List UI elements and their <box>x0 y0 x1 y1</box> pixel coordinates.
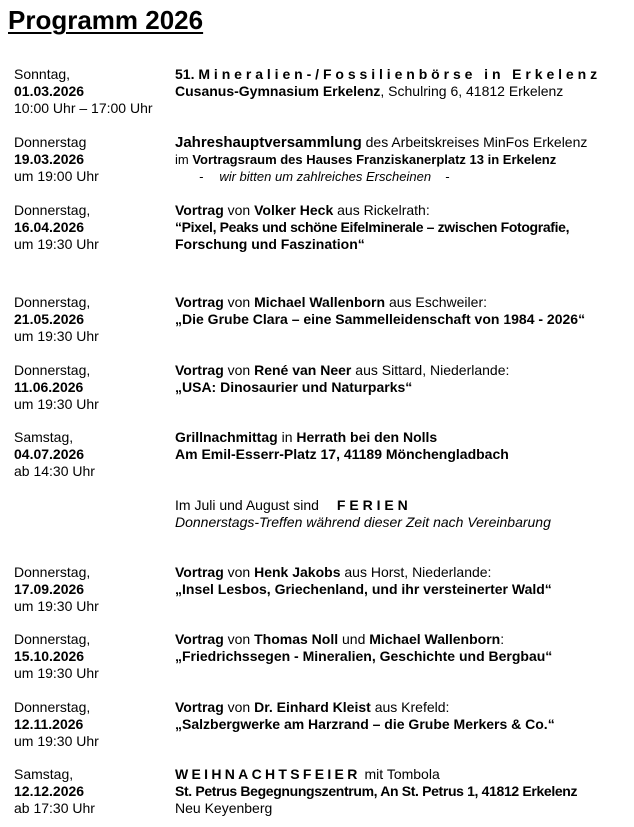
event-topic: „USA: Dinosaurier und Naturparks“ <box>175 379 413 395</box>
event-day: Donnerstag <box>14 134 87 150</box>
event-von: von <box>223 202 255 218</box>
event-topic-cont: Forschung und Faszination“ <box>175 236 365 252</box>
event-place-line <box>175 151 625 168</box>
event-name: WEIHNACHTSFEIER <box>175 766 361 782</box>
break-line <box>175 497 625 514</box>
event-time: um 19:30 Uhr <box>14 236 99 252</box>
event-kind: Vortrag <box>175 564 224 580</box>
event-date-block <box>14 66 164 117</box>
break-note: Donnerstags-Treffen während dieser Zeit nach Vereinbarung <box>175 514 551 530</box>
event-description <box>175 134 625 185</box>
event-kind: Vortrag <box>175 202 224 218</box>
event-time: um 19:30 Uhr <box>14 328 99 344</box>
event-speaker: Volker Heck <box>254 202 334 218</box>
dash-left: - <box>199 169 204 184</box>
event-colon: : <box>500 631 505 647</box>
event-time: um 19:30 Uhr <box>14 733 99 749</box>
event-title-line <box>175 429 625 446</box>
event-day: Donnerstag, <box>14 631 91 647</box>
event-name: Jahreshauptversammlung <box>175 134 362 151</box>
event-speaker-line <box>175 294 625 311</box>
event-date-block <box>14 294 164 345</box>
event-von: von <box>223 631 255 647</box>
event-time: 10:00 Uhr – 17:00 Uhr <box>14 100 153 116</box>
event-date-block <box>14 766 164 817</box>
event-day: Samstag, <box>14 766 74 782</box>
event-title-line <box>175 66 625 83</box>
event-date: 21.05.2026 <box>14 311 85 327</box>
event-title-rest: mit Tombola <box>360 766 440 782</box>
event-speaker: Thomas Noll <box>254 631 339 647</box>
event-place-prefix: im <box>175 152 193 167</box>
event-speaker-line <box>175 202 625 219</box>
event-origin: aus Eschweiler: <box>385 294 487 310</box>
event-topic: „Insel Lesbos, Griechenland, und ihr versteinerter Wald“ <box>175 581 552 597</box>
event-kind: Vortrag <box>175 294 224 310</box>
event-date-block <box>14 564 164 615</box>
event-date-block <box>14 202 164 253</box>
event-note-line <box>175 168 625 185</box>
event-origin: aus Sittard, Niederlande: <box>351 362 510 378</box>
event-day: Sonntag, <box>14 66 71 82</box>
event-kind: Vortrag <box>175 362 224 378</box>
event-date: 04.07.2026 <box>14 446 85 462</box>
event-title-rest: des Arbeitskreises MinFos Erkelenz <box>361 134 588 150</box>
event-date: 15.10.2026 <box>14 648 85 664</box>
event-date: 12.11.2026 <box>14 716 84 732</box>
event-topic: „Salzbergwerke am Harzrand – die Grube Merkers & Co.“ <box>175 716 555 732</box>
event-venue: Cusanus-Gymnasium Erkelenz <box>175 83 381 99</box>
event-title-line <box>175 766 625 783</box>
page-title: Programm 2026 <box>8 5 204 35</box>
event-time: ab 17:30 Uhr <box>14 800 95 816</box>
event-name: Mineralien-/Fossilienbörse in Erkelenz <box>198 66 601 82</box>
event-description <box>175 564 625 598</box>
event-date: 17.09.2026 <box>14 581 85 597</box>
event-speaker-2: Michael Wallenborn <box>369 631 501 647</box>
event-origin: aus Krefeld: <box>370 699 450 715</box>
event-speaker: Dr. Einhard Kleist <box>254 699 371 715</box>
event-time: um 19:00 Uhr <box>14 168 99 184</box>
event-day: Donnerstag, <box>14 202 91 218</box>
dash-right: - <box>445 169 450 184</box>
event-and: und <box>338 631 370 647</box>
event-day: Donnerstag, <box>14 699 91 715</box>
break-text: Im Juli und August sind <box>175 497 323 513</box>
event-kind: Vortrag <box>175 631 224 647</box>
event-address: St. Petrus Begegnungszentrum, An St. Petrus 1, 41812 Erkelenz <box>175 783 578 799</box>
event-name: Grillnachmittag <box>175 429 278 445</box>
event-number: 51. <box>175 66 199 82</box>
event-date-block <box>14 699 164 750</box>
break-word: FERIEN <box>336 497 412 513</box>
event-date-block <box>14 631 164 682</box>
event-topic: „Die Grube Clara – eine Sammelleidenschaft von 1984 - 2026“ <box>175 311 586 327</box>
event-speaker-line <box>175 564 625 581</box>
event-in: in <box>277 429 297 445</box>
event-kind: Vortrag <box>175 699 224 715</box>
event-von: von <box>223 564 255 580</box>
event-date: 11.06.2026 <box>14 379 84 395</box>
event-von: von <box>223 294 255 310</box>
event-date: 01.03.2026 <box>14 83 85 99</box>
event-von: von <box>223 362 255 378</box>
event-venue-address: , Schulring 6, 41812 Erkelenz <box>380 83 564 99</box>
event-address-2: Neu Keyenberg <box>175 800 273 816</box>
event-title-line <box>175 134 625 151</box>
event-venue-line <box>175 83 625 100</box>
break-description <box>175 497 625 531</box>
event-description <box>175 362 625 396</box>
event-time: um 19:30 Uhr <box>14 665 99 681</box>
event-time: ab 14:30 Uhr <box>14 463 95 479</box>
event-von: von <box>223 699 255 715</box>
event-description <box>175 429 625 463</box>
event-note: wir bitten um zahlreiches Erscheinen <box>219 169 432 184</box>
event-place: Vortragsraum des Hauses Franziskanerplatz 13 in Erkelenz <box>192 152 557 167</box>
event-address: Am Emil-Esserr-Platz 17, 41189 Mönchengladbach <box>175 446 509 462</box>
event-speaker-line <box>175 362 625 379</box>
event-speaker-line <box>175 631 625 648</box>
event-date: 12.12.2026 <box>14 783 85 799</box>
event-topic: “Pixel, Peaks und schöne Eifelminerale – zwischen Fotografie, <box>175 219 570 235</box>
event-origin: aus Rickelrath: <box>333 202 430 218</box>
event-day: Donnerstag, <box>14 564 91 580</box>
event-date: 16.04.2026 <box>14 219 85 235</box>
event-description <box>175 66 625 100</box>
event-day: Donnerstag, <box>14 294 91 310</box>
event-speaker: Michael Wallenborn <box>254 294 386 310</box>
event-time: um 19:30 Uhr <box>14 396 99 412</box>
event-time: um 19:30 Uhr <box>14 598 99 614</box>
event-day: Samstag, <box>14 429 74 445</box>
event-day: Donnerstag, <box>14 362 91 378</box>
event-speaker-line <box>175 699 625 716</box>
event-origin: aus Horst, Niederlande: <box>340 564 492 580</box>
event-topic: „Friedrichssegen - Mineralien, Geschichte und Bergbau“ <box>175 648 553 664</box>
event-date: 19.03.2026 <box>14 151 85 167</box>
event-description <box>175 699 625 733</box>
event-date-block <box>14 134 164 185</box>
event-description <box>175 202 625 253</box>
event-description <box>175 631 625 665</box>
event-description <box>175 766 625 817</box>
event-speaker: René van Neer <box>254 362 352 378</box>
event-description <box>175 294 625 328</box>
event-date-block <box>14 429 164 480</box>
event-date-block <box>14 362 164 413</box>
event-speaker: Henk Jakobs <box>254 564 341 580</box>
event-place: Herrath bei den Nolls <box>296 429 438 445</box>
